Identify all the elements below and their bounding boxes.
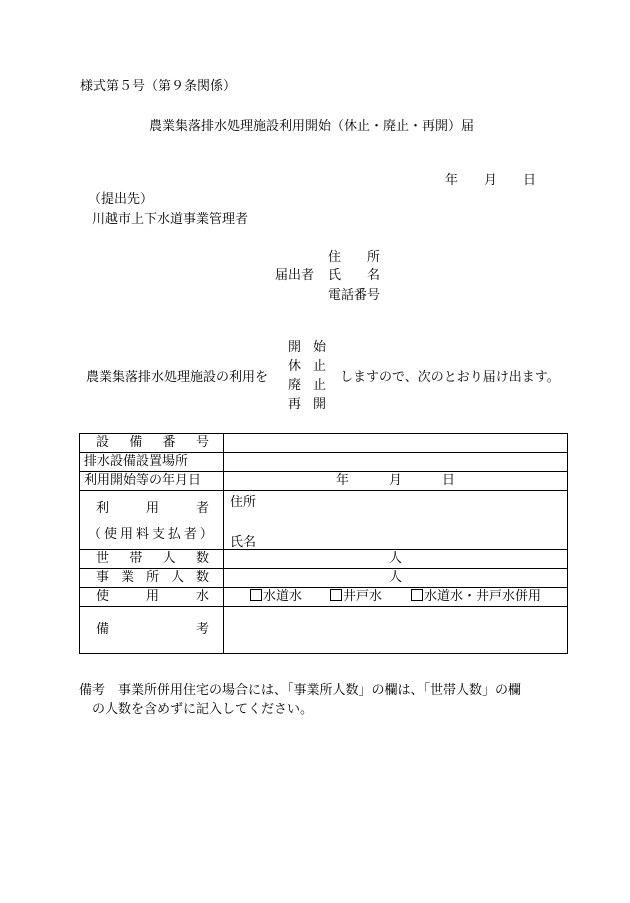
applicant-phone-label: 電話番号 (328, 288, 381, 303)
submit-to-label: （提出先） (88, 192, 154, 207)
water-option-well[interactable]: 井戸水 (330, 589, 382, 605)
start-date-label: 利用開始等の年月日 (80, 472, 224, 491)
table-row (80, 607, 568, 654)
remarks-field[interactable] (224, 607, 568, 654)
submit-to-name: 川越市上下水道事業管理者 (92, 212, 249, 227)
household-count-field[interactable]: 人 (224, 550, 568, 569)
equipment-number-label: 設 備 番 号 (80, 434, 224, 453)
start-date-field[interactable]: 年 月 日 (224, 472, 568, 491)
detail-table (79, 433, 568, 654)
household-count-label: 世 帯 人 数 (80, 550, 224, 569)
option-start: 開 始 (288, 340, 327, 355)
form-number: 様式第５号（第９条関係） (80, 79, 237, 94)
user-field[interactable] (224, 491, 568, 550)
date-month: 月 (484, 173, 498, 188)
form-title: 農業集落排水処理施設利用開始（休止・廃止・再開）届 (149, 119, 475, 134)
table-row (80, 550, 568, 569)
submission-date (445, 173, 536, 189)
table-row (80, 569, 568, 588)
water-source-options (224, 588, 568, 607)
water-option-both[interactable]: 水道水・井戸水併用 (411, 589, 541, 605)
office-count-label: 事 業 所 人 数 (80, 569, 224, 588)
applicant-name-label: 氏 名 (328, 268, 381, 283)
footnote-line-1: 備考 事業所併用住宅の場合には、「事業所人数」の欄は、「世帯人数」の欄 (79, 683, 522, 698)
drain-location-field[interactable] (224, 453, 568, 472)
remarks-label: 備 考 (80, 607, 224, 654)
option-abolish: 廃 止 (288, 378, 327, 393)
water-source-label: 使 用 水 (80, 588, 224, 607)
table-row (80, 588, 568, 607)
table-row (80, 434, 568, 453)
statement-prefix: 農業集落排水処理施設の利用を (86, 370, 269, 385)
option-resume: 再 開 (288, 397, 327, 412)
checkbox-icon[interactable] (250, 589, 262, 601)
date-year: 年 (445, 173, 459, 188)
statement-suffix: しますので、次のとおり届け出ます。 (340, 370, 560, 385)
applicant-address-label: 住 所 (328, 250, 381, 265)
option-suspend: 休 止 (288, 359, 327, 374)
date-day: 日 (523, 173, 537, 188)
office-count-field[interactable]: 人 (224, 569, 568, 588)
checkbox-icon[interactable] (330, 589, 342, 601)
user-label: 利 用 者 （ 使 用 料 支 払 者 ） (80, 491, 224, 550)
table-row (80, 491, 568, 550)
table-row (80, 472, 568, 491)
equipment-number-field[interactable] (224, 434, 568, 453)
user-name-label: 氏名 (230, 535, 257, 550)
table-row (80, 453, 568, 472)
drain-location-label: 排水設備設置場所 (80, 453, 224, 472)
checkbox-icon[interactable] (411, 589, 423, 601)
user-address-label: 住所 (230, 495, 257, 510)
applicant-label: 届出者 (275, 268, 315, 283)
water-option-tap[interactable]: 水道水 (250, 589, 302, 605)
footnote-line-2: の人数を含めずに記入してください。 (92, 702, 314, 717)
